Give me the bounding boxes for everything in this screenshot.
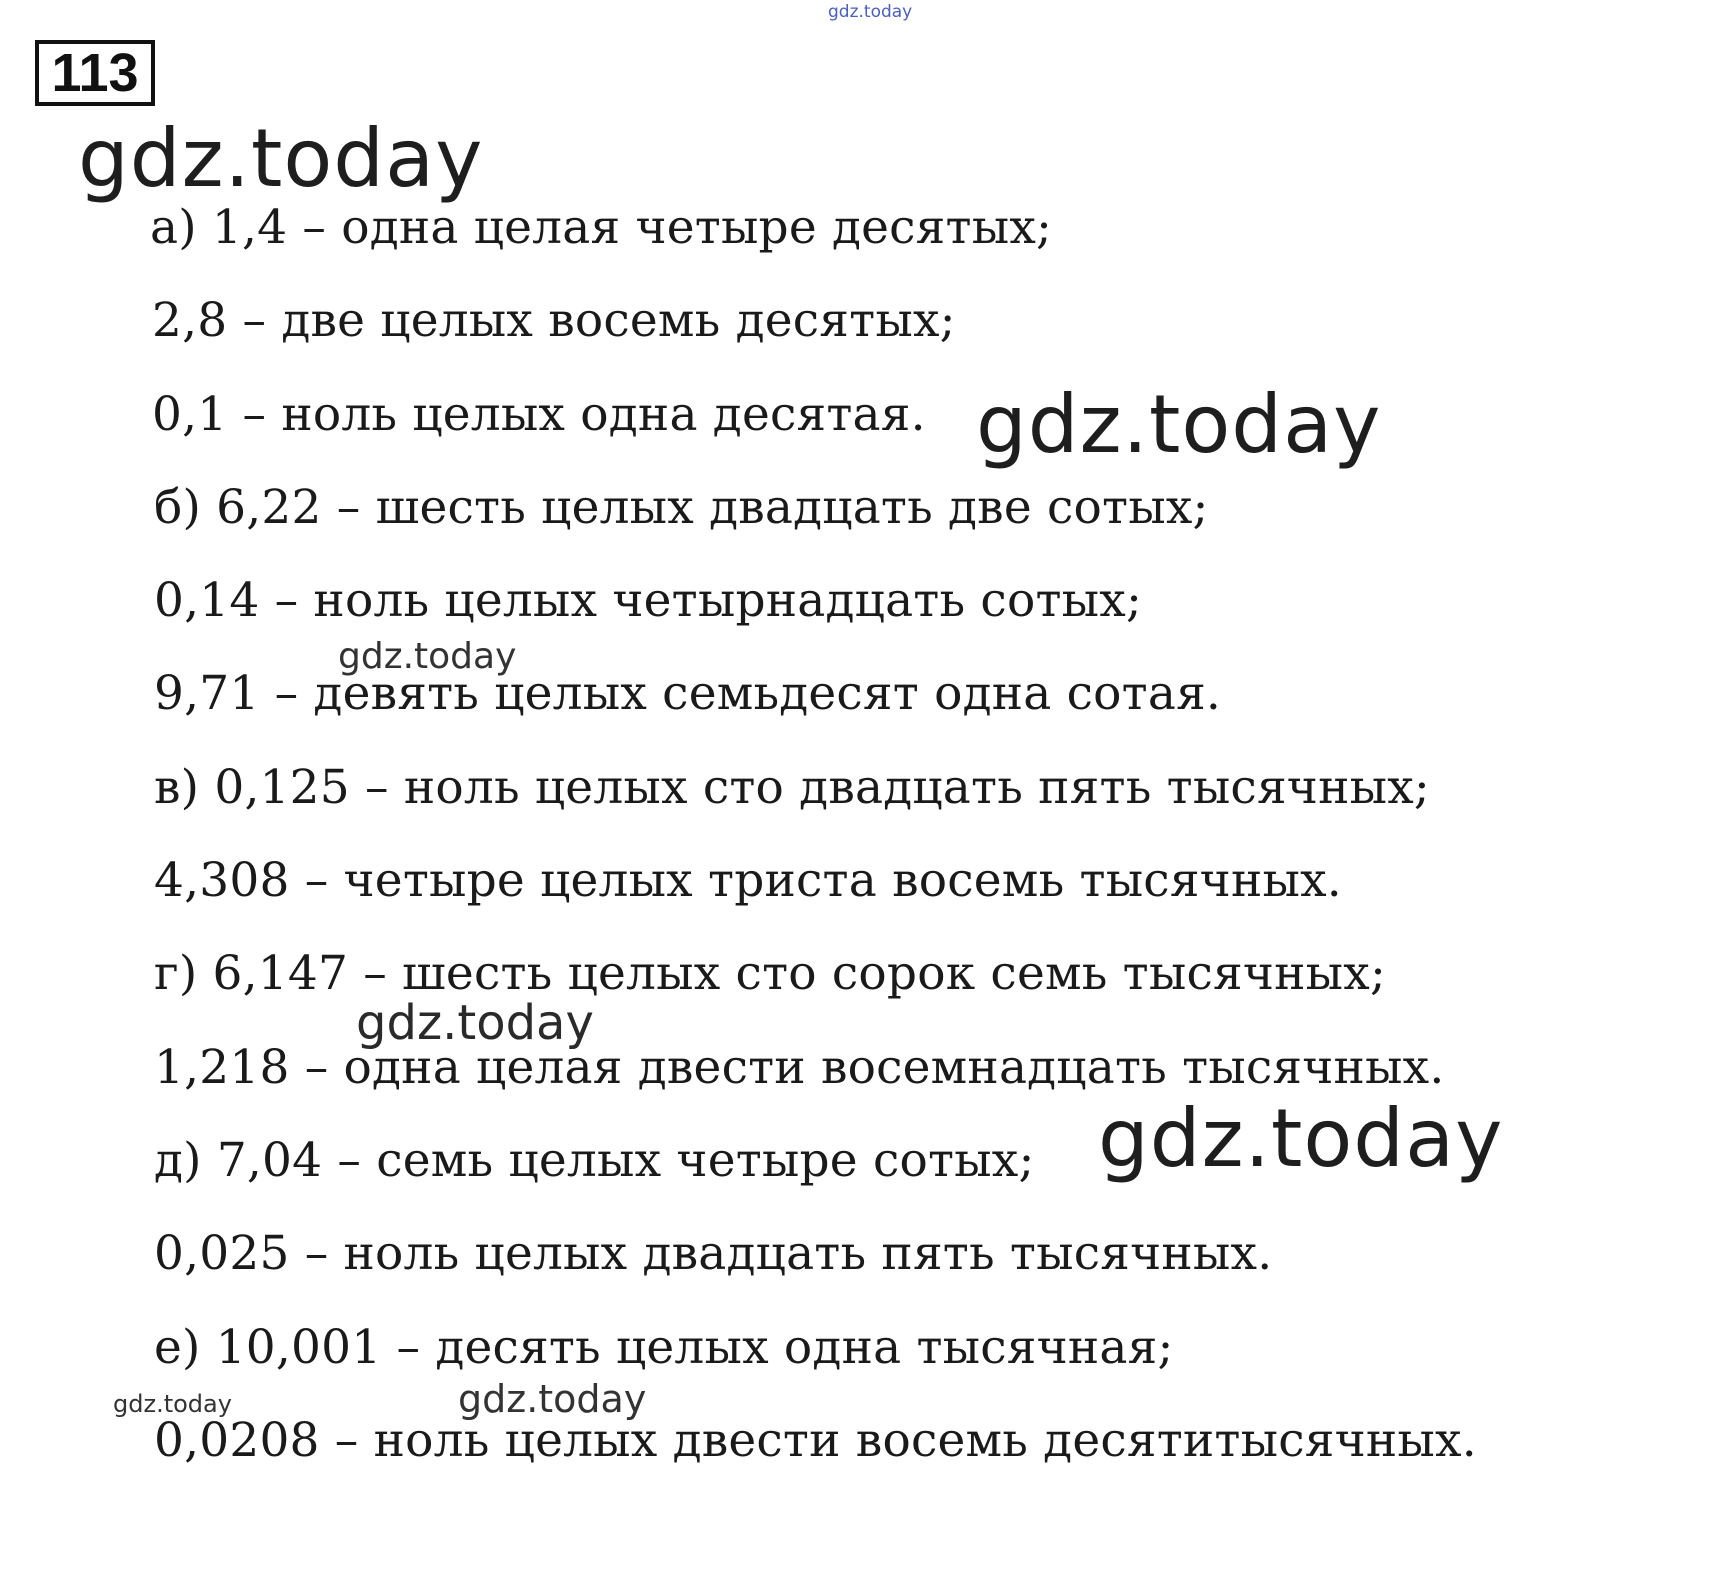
watermark: gdz.today bbox=[356, 995, 594, 1051]
solution-line-b1: б) 6,22 – шесть целых двадцать две сотых; bbox=[154, 480, 1209, 535]
solution-line-v1: в) 0,125 – ноль целых сто двадцать пять тысячных; bbox=[154, 760, 1430, 815]
solution-line-v2: 4,308 – четыре целых триста восемь тысячных. bbox=[154, 853, 1342, 908]
watermark: gdz.today bbox=[78, 112, 484, 205]
solution-line-e1: е) 10,001 – десять целых одна тысячная; bbox=[154, 1320, 1174, 1375]
solution-line-a2: 2,8 – две целых восемь десятых; bbox=[152, 293, 956, 348]
solution-line-g1: г) 6,147 – шесть целых сто сорок семь тысячных; bbox=[154, 946, 1386, 1001]
watermark-top: gdz.today bbox=[828, 2, 913, 22]
solution-line-b3: 9,71 – девять целых семьдесят одна сотая. bbox=[154, 666, 1222, 721]
watermark: gdz.today bbox=[976, 378, 1382, 471]
watermark: gdz.today bbox=[113, 1390, 232, 1418]
watermark: gdz.today bbox=[338, 636, 517, 677]
watermark: gdz.today bbox=[458, 1377, 647, 1421]
solution-line-a3: 0,1 – ноль целых одна десятая. bbox=[152, 387, 926, 442]
solution-line-e2: 0,0208 – ноль целых двести восемь десятитысячных. bbox=[154, 1413, 1477, 1468]
solution-line-g2: 1,218 – одна целая двести восемнадцать тысячных. bbox=[154, 1040, 1445, 1095]
solution-line-d1: д) 7,04 – семь целых четыре сотых; bbox=[154, 1133, 1035, 1188]
solution-line-b2: 0,14 – ноль целых четырнадцать сотых; bbox=[154, 573, 1142, 628]
problem-number-box: 113 bbox=[35, 40, 155, 106]
solution-line-a1: а) 1,4 – одна целая четыре десятых; bbox=[150, 200, 1053, 255]
watermark: gdz.today bbox=[1098, 1092, 1504, 1185]
solution-line-d2: 0,025 – ноль целых двадцать пять тысячных. bbox=[154, 1226, 1273, 1281]
